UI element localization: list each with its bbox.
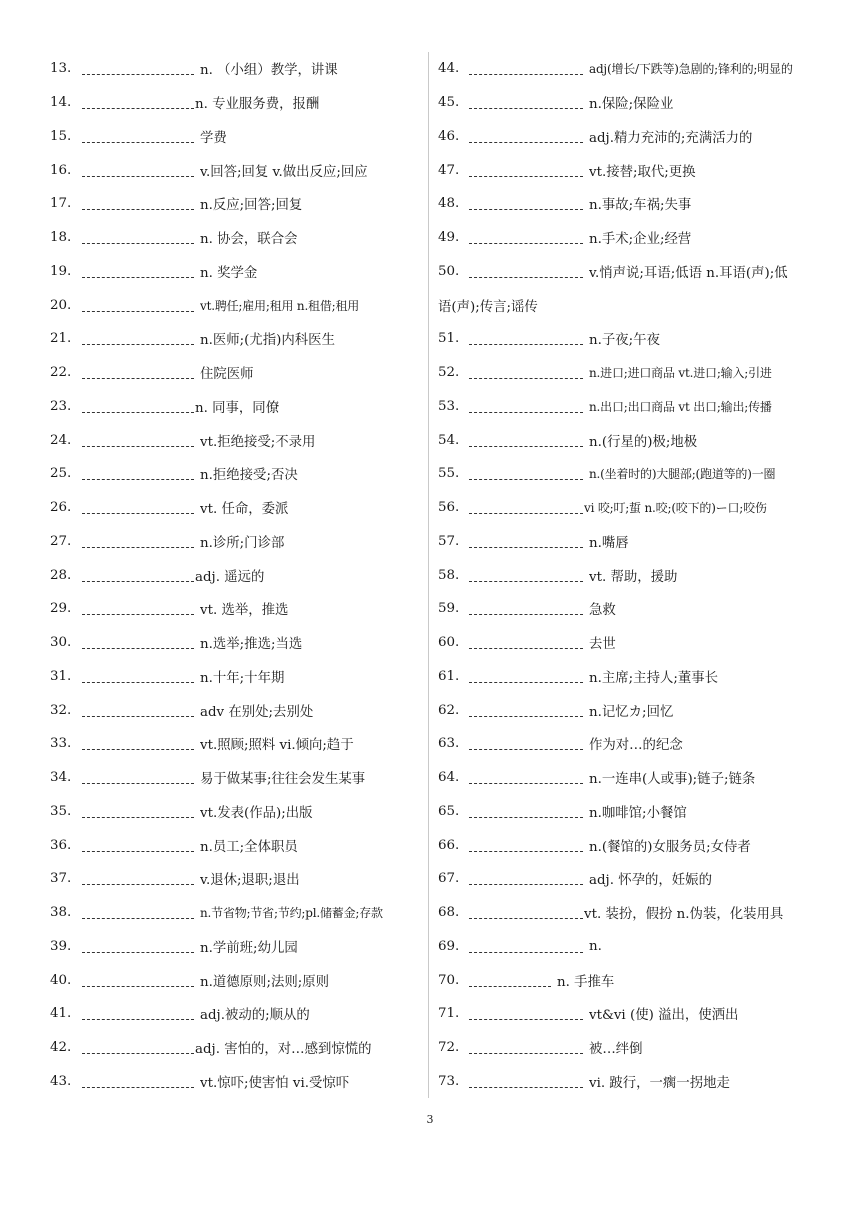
answer-blank[interactable] (82, 1007, 194, 1020)
entry-number: 40. (50, 972, 72, 988)
vocab-entry (50, 153, 420, 187)
answer-blank[interactable] (82, 940, 194, 953)
entry-number: 30. (50, 635, 72, 651)
entry-definition: adv 在别处;去别处 (200, 704, 314, 720)
vocab-entry (50, 660, 420, 694)
vocab-entry (438, 255, 828, 289)
answer-blank[interactable] (469, 400, 583, 413)
entry-definition: adj. 害怕的，对…感到惊慌的 (195, 1042, 372, 1058)
vocab-entry (50, 390, 420, 424)
entry-definition: n.选举;推选;当选 (200, 637, 303, 653)
answer-blank[interactable] (469, 805, 583, 818)
entry-definition: n.记忆カ;回忆 (589, 704, 674, 720)
answer-blank[interactable] (82, 872, 194, 885)
entry-definition: n.员工;全体职员 (200, 839, 298, 855)
entry-definition: n.反应;回答;回复 (200, 198, 303, 214)
answer-blank[interactable] (469, 1041, 583, 1054)
entry-number: 52. (438, 365, 460, 381)
answer-blank[interactable] (82, 602, 194, 615)
answer-blank[interactable] (82, 1075, 194, 1088)
answer-blank[interactable] (82, 906, 194, 919)
answer-blank[interactable] (469, 704, 583, 717)
entry-number: 73. (438, 1073, 460, 1089)
entry-definition: n.拒绝接受;否决 (200, 468, 298, 484)
entry-number: 25. (50, 466, 72, 482)
vocab-entry (438, 221, 828, 255)
vocab-entry (438, 390, 828, 424)
entry-number: 49. (438, 230, 460, 246)
vocab-entry (50, 828, 420, 862)
vocab-entry (438, 828, 828, 862)
entry-definition: n.(坐着时的)大腿部;(跑道等的)一圈 (589, 467, 776, 482)
entry-definition: v.回答;回复 v.做出反应;回应 (200, 164, 368, 180)
entry-definition: vt. 装扮，假扮 n.伪装，化装用具 (584, 907, 784, 923)
vocab-entry (438, 525, 828, 559)
entry-definition: n.事故;车祸;失事 (589, 198, 692, 214)
entry-number: 63. (438, 736, 460, 752)
answer-blank[interactable] (82, 231, 194, 244)
vocab-entry (50, 221, 420, 255)
vocab-entry (438, 356, 828, 390)
vocab-entry (438, 997, 828, 1031)
entry-number: 51. (438, 331, 460, 347)
answer-blank[interactable] (82, 265, 194, 278)
answer-blank[interactable] (82, 569, 194, 582)
vocab-entry-continuation (438, 288, 828, 322)
entry-number: 65. (438, 803, 460, 819)
entry-definition: 被…绊倒 (589, 1042, 643, 1058)
answer-blank[interactable] (82, 737, 194, 750)
entry-definition: n.(餐馆的)女服务员;女侍者 (589, 839, 751, 855)
answer-blank[interactable] (469, 366, 583, 379)
vocab-entry (50, 558, 420, 592)
vocab-entry (438, 1065, 828, 1099)
vocab-entry (50, 592, 420, 626)
entry-number: 45. (438, 95, 460, 111)
answer-blank[interactable] (469, 332, 583, 345)
vocab-entry (438, 592, 828, 626)
vocab-entry (50, 356, 420, 390)
vocab-entry (50, 626, 420, 660)
vocab-entry (50, 997, 420, 1031)
entry-number: 41. (50, 1006, 72, 1022)
entry-definition: vt.惊吓;使害怕 vi.受惊吓 (200, 1075, 350, 1091)
answer-blank[interactable] (469, 906, 583, 919)
vocab-entry (438, 930, 828, 964)
entry-number: 54. (438, 432, 460, 448)
entry-number: 29. (50, 601, 72, 617)
entry-number: 61. (438, 668, 460, 684)
answer-blank[interactable] (469, 670, 583, 683)
answer-blank[interactable] (82, 332, 194, 345)
entry-definition: n.咖啡馆;小餐馆 (589, 805, 687, 821)
entry-definition: 语(声);传言;谣传 (438, 299, 538, 315)
entry-number: 17. (50, 196, 72, 212)
entry-definition: n. 同事，同僚 (195, 400, 280, 416)
answer-blank[interactable] (469, 940, 583, 953)
answer-blank[interactable] (82, 467, 194, 480)
entry-number: 66. (438, 837, 460, 853)
entry-definition: n.嘴唇 (589, 535, 629, 551)
answer-blank[interactable] (469, 602, 583, 615)
answer-blank[interactable] (82, 636, 194, 649)
entry-definition: n. (589, 938, 602, 954)
vocab-entry (438, 761, 828, 795)
answer-blank[interactable] (82, 670, 194, 683)
entry-number: 27. (50, 533, 72, 549)
entry-number: 15. (50, 128, 72, 144)
vocab-entry (50, 761, 420, 795)
answer-blank[interactable] (469, 1075, 583, 1088)
vocab-entry (50, 187, 420, 221)
entry-definition: n. 奖学金 (200, 265, 258, 281)
answer-blank[interactable] (469, 62, 583, 75)
entry-definition: n.一连串(人或事);链子;链条 (589, 772, 756, 788)
answer-blank[interactable] (469, 265, 583, 278)
entry-definition: n. （小组）教学，讲课 (200, 63, 338, 79)
entry-number: 59. (438, 601, 460, 617)
entry-number: 50. (438, 263, 460, 279)
vocab-entry (50, 727, 420, 761)
vocab-entry (438, 558, 828, 592)
entry-definition: n.道德原则;法则;原则 (200, 974, 330, 990)
entry-definition: n.子夜;午夜 (589, 333, 660, 349)
entry-number: 37. (50, 871, 72, 887)
entry-definition: 去世 (589, 637, 616, 653)
entry-definition: 易于做某事;往往会发生某事 (200, 772, 366, 788)
entry-number: 21. (50, 331, 72, 347)
entry-number: 72. (438, 1040, 460, 1056)
vocab-entry (50, 86, 420, 120)
entry-number: 19. (50, 263, 72, 279)
answer-blank[interactable] (469, 96, 583, 109)
answer-blank[interactable] (82, 839, 194, 852)
answer-blank[interactable] (82, 299, 194, 312)
entry-number: 23. (50, 398, 72, 414)
entry-definition: vt.聘任;雇用;租用 n.租借;租用 (200, 298, 360, 313)
entry-number: 68. (438, 905, 460, 921)
entry-definition: 学费 (200, 130, 227, 146)
vocab-entry (50, 255, 420, 289)
vocab-entry (50, 795, 420, 829)
entry-definition: 作为对…的纪念 (589, 738, 683, 754)
entry-number: 57. (438, 533, 460, 549)
vocab-entry (438, 187, 828, 221)
entry-definition: vt&vi (使) 溢出，使洒出 (589, 1008, 739, 1024)
answer-blank[interactable] (82, 400, 194, 413)
answer-blank[interactable] (82, 974, 194, 987)
vocab-entry (50, 896, 420, 930)
entry-number: 67. (438, 871, 460, 887)
entry-definition: v.悄声说;耳语;低语 n.耳语(声);低 (589, 265, 788, 281)
vocab-entry (50, 120, 420, 154)
answer-blank[interactable] (469, 231, 583, 244)
right-column (438, 52, 828, 1098)
answer-blank[interactable] (82, 96, 194, 109)
answer-blank[interactable] (82, 197, 194, 210)
entry-number: 69. (438, 938, 460, 954)
vocab-entry (438, 1031, 828, 1065)
entry-number: 28. (50, 567, 72, 583)
entry-number: 46. (438, 128, 460, 144)
answer-blank[interactable] (469, 434, 583, 447)
entry-number: 22. (50, 365, 72, 381)
entry-number: 53. (438, 398, 460, 414)
entry-number: 42. (50, 1040, 72, 1056)
vocab-entry (438, 86, 828, 120)
entry-number: 26. (50, 500, 72, 516)
answer-blank[interactable] (82, 366, 194, 379)
answer-blank[interactable] (469, 771, 583, 784)
answer-blank[interactable] (82, 704, 194, 717)
entry-number: 36. (50, 837, 72, 853)
entry-number: 55. (438, 466, 460, 482)
answer-blank[interactable] (82, 535, 194, 548)
answer-blank[interactable] (469, 501, 583, 514)
entry-number: 31. (50, 668, 72, 684)
entry-number: 18. (50, 230, 72, 246)
answer-blank[interactable] (469, 872, 583, 885)
left-column (50, 52, 420, 1098)
vocab-entry (50, 862, 420, 896)
vocab-entry (438, 795, 828, 829)
entry-number: 32. (50, 702, 72, 718)
entry-definition: n.手术;企业;经营 (589, 232, 692, 248)
vocab-entry (50, 930, 420, 964)
entry-number: 14. (50, 95, 72, 111)
entry-number: 56. (438, 500, 460, 516)
answer-blank[interactable] (469, 974, 551, 987)
vocab-entry (50, 963, 420, 997)
vocab-entry (438, 727, 828, 761)
entry-definition: adj.精力充沛的;充满活力的 (589, 130, 753, 146)
answer-blank[interactable] (82, 501, 194, 514)
entry-definition: n.学前班;幼儿园 (200, 940, 298, 956)
entry-definition: 住院医师 (200, 367, 254, 383)
vocab-entry (50, 693, 420, 727)
vocab-entry (438, 423, 828, 457)
vocab-entry (50, 52, 420, 86)
vocab-entry (438, 153, 828, 187)
answer-blank[interactable] (469, 164, 583, 177)
entry-number: 71. (438, 1006, 460, 1022)
answer-blank[interactable] (82, 1041, 194, 1054)
vocab-entry (50, 423, 420, 457)
answer-blank[interactable] (469, 569, 583, 582)
entry-definition: n. 手推车 (557, 974, 615, 990)
entry-definition: n.保险;保险业 (589, 97, 674, 113)
page-number: 3 (426, 1113, 434, 1126)
vocab-entry (438, 896, 828, 930)
vocab-entry (438, 457, 828, 491)
entry-definition: vt.发表(作品);出版 (200, 805, 313, 821)
answer-blank[interactable] (469, 197, 583, 210)
vocab-entry (438, 120, 828, 154)
vocab-entry (438, 862, 828, 896)
entry-definition: adj. 遥远的 (195, 569, 265, 585)
entry-number: 20. (50, 297, 72, 313)
entry-number: 48. (438, 196, 460, 212)
answer-blank[interactable] (469, 636, 583, 649)
answer-blank[interactable] (469, 839, 583, 852)
entry-definition: vi. 跛行，一瘸一拐地走 (589, 1075, 730, 1091)
answer-blank[interactable] (82, 130, 194, 143)
vocab-entry (438, 491, 828, 525)
answer-blank[interactable] (82, 805, 194, 818)
entry-definition: n.(行星的)极;地极 (589, 434, 698, 450)
entry-definition: n.节省物;节省;节约;pl.储蓄金;存款 (200, 906, 383, 921)
entry-number: 38. (50, 905, 72, 921)
entry-number: 39. (50, 938, 72, 954)
answer-blank[interactable] (469, 467, 583, 480)
entry-number: 70. (438, 972, 460, 988)
entry-definition: vt.照顾;照料 vi.倾向;趋于 (200, 738, 354, 754)
answer-blank[interactable] (82, 62, 194, 75)
entry-definition: n.诊所;门诊部 (200, 535, 285, 551)
vocab-entry (438, 52, 828, 86)
entry-definition: n.进口;进口商品 vt.进口;输入;引进 (589, 366, 772, 381)
entry-definition: n.出口;出口商品 vt 出口;输出;传播 (589, 399, 772, 414)
vocab-entry (50, 491, 420, 525)
entry-definition: vi 咬;叮;蜇 n.咬;(咬下的)ー口;咬伤 (584, 501, 767, 516)
entry-definition: adj(增长/下跌等)急剧的;锋利的;明显的 (589, 62, 793, 77)
entry-number: 33. (50, 736, 72, 752)
answer-blank[interactable] (469, 737, 583, 750)
entry-number: 43. (50, 1073, 72, 1089)
entry-definition: adj.被动的;顺从的 (200, 1008, 310, 1024)
entry-definition: n. 专业服务费，报酬 (195, 97, 320, 113)
entry-definition: n.十年;十年期 (200, 670, 285, 686)
entry-definition: vt.接替;取代;更换 (589, 164, 696, 180)
vocab-entry (50, 1031, 420, 1065)
entry-definition: n.主席;主持人;董事长 (589, 670, 719, 686)
entry-number: 24. (50, 432, 72, 448)
answer-blank[interactable] (469, 1007, 583, 1020)
answer-blank[interactable] (469, 130, 583, 143)
entry-number: 58. (438, 567, 460, 583)
entry-definition: n. 协会，联合会 (200, 232, 298, 248)
answer-blank[interactable] (82, 771, 194, 784)
entry-number: 35. (50, 803, 72, 819)
entry-definition: vt. 选举，推选 (200, 603, 289, 619)
answer-blank[interactable] (82, 434, 194, 447)
vocab-entry (50, 322, 420, 356)
vocab-entry (438, 693, 828, 727)
entry-number: 47. (438, 162, 460, 178)
entry-definition: adj. 怀孕的，妊娠的 (589, 873, 712, 889)
entry-definition: v.退休;退职;退出 (200, 873, 300, 889)
entry-number: 16. (50, 162, 72, 178)
vocab-entry (50, 1065, 420, 1099)
vocab-entry (50, 457, 420, 491)
vocab-entry (50, 525, 420, 559)
answer-blank[interactable] (82, 164, 194, 177)
column-divider (428, 52, 429, 1098)
vocab-entry (438, 963, 828, 997)
entry-number: 13. (50, 61, 72, 77)
vocab-entry (438, 660, 828, 694)
entry-number: 34. (50, 770, 72, 786)
entry-definition: 急救 (589, 603, 616, 619)
entry-number: 62. (438, 702, 460, 718)
entry-definition: n.医师;(尤指)内科医生 (200, 333, 335, 349)
entry-number: 44. (438, 61, 460, 77)
vocab-entry (438, 626, 828, 660)
entry-number: 60. (438, 635, 460, 651)
vocab-entry (50, 288, 420, 322)
entry-definition: vt.拒绝接受;不录用 (200, 434, 316, 450)
entry-number: 64. (438, 770, 460, 786)
vocab-entry (438, 322, 828, 356)
entry-definition: vt. 帮助，援助 (589, 569, 678, 585)
entry-definition: vt. 任命，委派 (200, 502, 289, 518)
answer-blank[interactable] (469, 535, 583, 548)
